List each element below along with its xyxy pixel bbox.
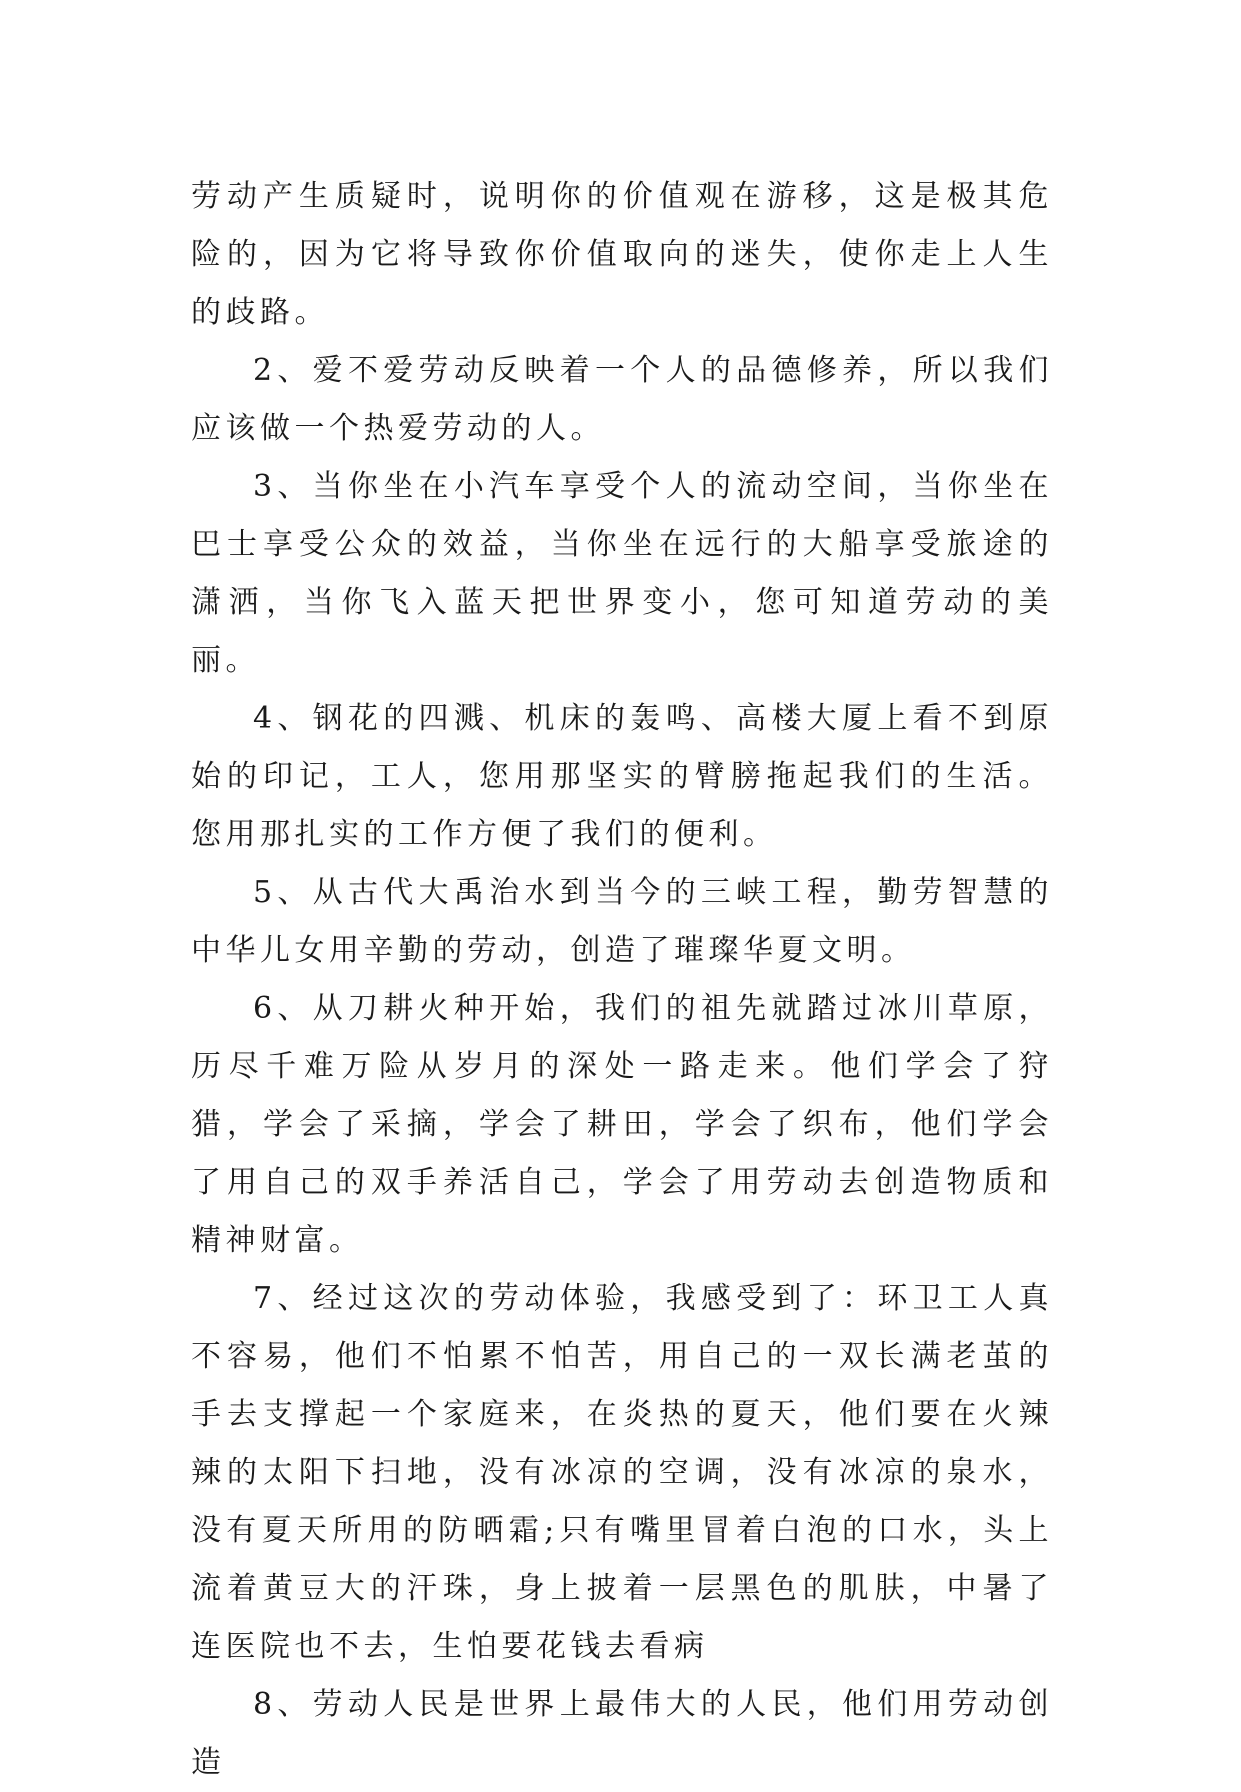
paragraph-4: 4、钢花的四溅、机床的轰鸣、高楼大厦上看不到原始的印记，工人，您用那坚实的臂膀拖起我们的生活。您用那扎实的工作方便了我们的便利。 <box>191 701 1053 852</box>
paragraph-6: 6、从刀耕火种开始，我们的祖先就踏过冰川草原，历尽千难万险从岁月的深处一路走来。他们学会了狩猎，学会了采摘，学会了耕田，学会了织布，他们学会了用自己的双手养活自己，学会了用劳动去创造物质和精神财富。 <box>191 991 1053 1258</box>
document-page <box>191 168 1053 1792</box>
paragraph-2: 2、爱不爱劳动反映着一个人的品德修养，所以我们应该做一个热爱劳动的人。 <box>191 353 1053 446</box>
paragraph-3: 3、当你坐在小汽车享受个人的流动空间，当你坐在巴士享受公众的效益，当你坐在远行的大船享受旅途的潇洒，当你飞入蓝天把世界变小，您可知道劳动的美丽。 <box>191 469 1053 678</box>
paragraph-1: 劳动产生质疑时，说明你的价值观在游移，这是极其危险的，因为它将导致你价值取向的迷失，使你走上人生的歧路。 <box>191 179 1053 330</box>
paragraph-5: 5、从古代大禹治水到当今的三峡工程，勤劳智慧的中华儿女用辛勤的劳动，创造了璀璨华夏文明。 <box>191 875 1053 968</box>
paragraph-7: 7、经过这次的劳动体验，我感受到了：环卫工人真不容易，他们不怕累不怕苦，用自己的一双长满老茧的手去支撑起一个家庭来，在炎热的夏天，他们要在火辣辣的太阳下扫地，没有冰凉的空调，没有冰凉的泉水，没有夏天所用的防晒霜;只有嘴里冒着白泡的口水，头上流着黄豆大的汗珠，身上披着一层黑色的肌肤，中暑了连医院也不去，生怕要花钱去看病 <box>191 1281 1053 1664</box>
paragraph-8: 8、劳动人民是世界上最伟大的人民，他们用劳动创造 <box>191 1687 1053 1780</box>
